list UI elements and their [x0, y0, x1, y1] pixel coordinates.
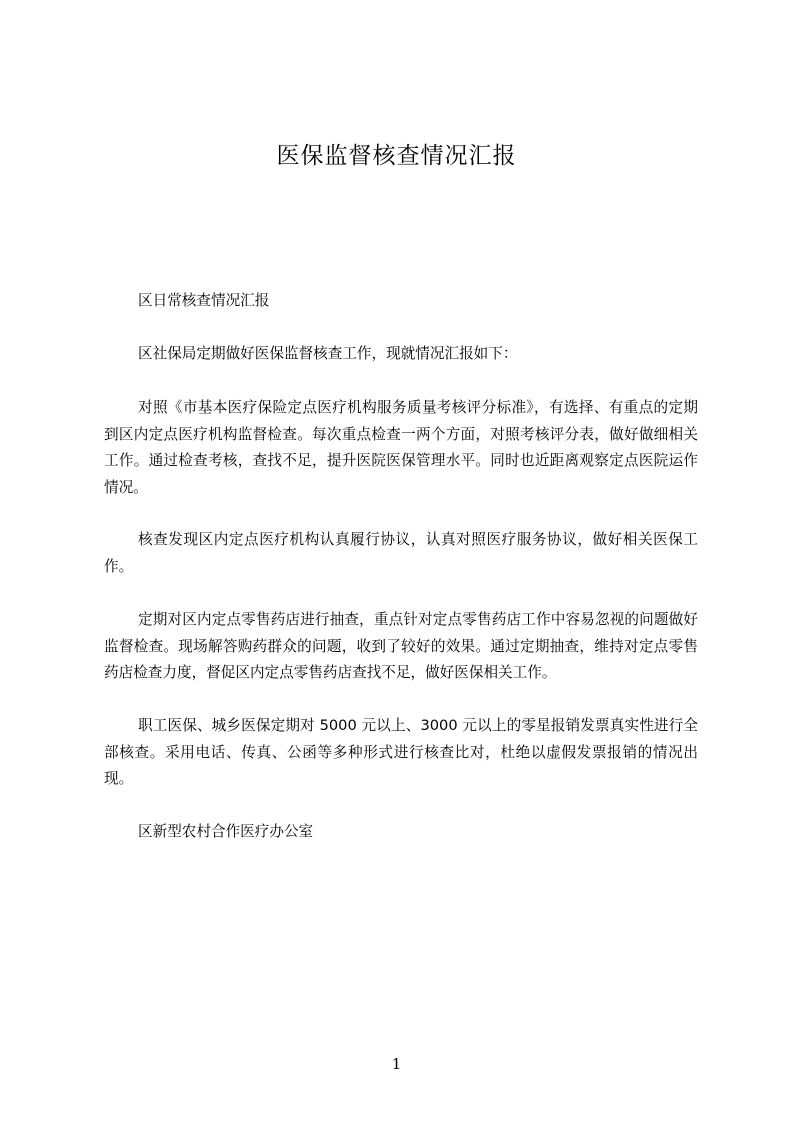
- signature-line: 区新型农村合作医疗办公室: [138, 823, 314, 840]
- document-title: 医保监督核查情况汇报: [276, 143, 517, 169]
- intro-paragraph: 区社保局定期做好医保监督核查工作，现就情况汇报如下：: [138, 345, 518, 362]
- office-heading: 区日常核查情况汇报: [138, 292, 270, 309]
- body-paragraph-pharmacy: 定期对区内定点零售药店进行抽查，重点针对定点零售药店工作中容易忽视的问题做好监督检查。现场解答购药群众的问题，收到了较好的效果。通过定期抽查，维持对定点零售药店检查力度，督促区内定点零售药店查找不足，做好医保相关工作。: [104, 611, 698, 681]
- page-number: 1: [391, 1055, 402, 1073]
- body-paragraph-invoices: 职工医保、城乡医保定期对 5000 元以上、3000 元以上的零星报销发票真实性进行全部核查。采用电话、传真、公函等多种形式进行核查比对，杜绝以虚假发票报销的情况出现。: [104, 717, 698, 787]
- body-paragraph-inspection: 对照《市基本医疗保险定点医疗机构服务质量考核评分标准》，有选择、有重点的定期到区内定点医疗机构监督检查。每次重点检查一两个方面，对照考核评分表，做好做细相关工作。通过检查考核，查找不足，提升医院医保管理水平。同时也近距离观察定点医院运作情况。: [104, 399, 698, 496]
- body-paragraph-findings: 核查发现区内定点医疗机构认真履行协议，认真对照医疗服务协议，做好相关医保工作。: [104, 531, 698, 575]
